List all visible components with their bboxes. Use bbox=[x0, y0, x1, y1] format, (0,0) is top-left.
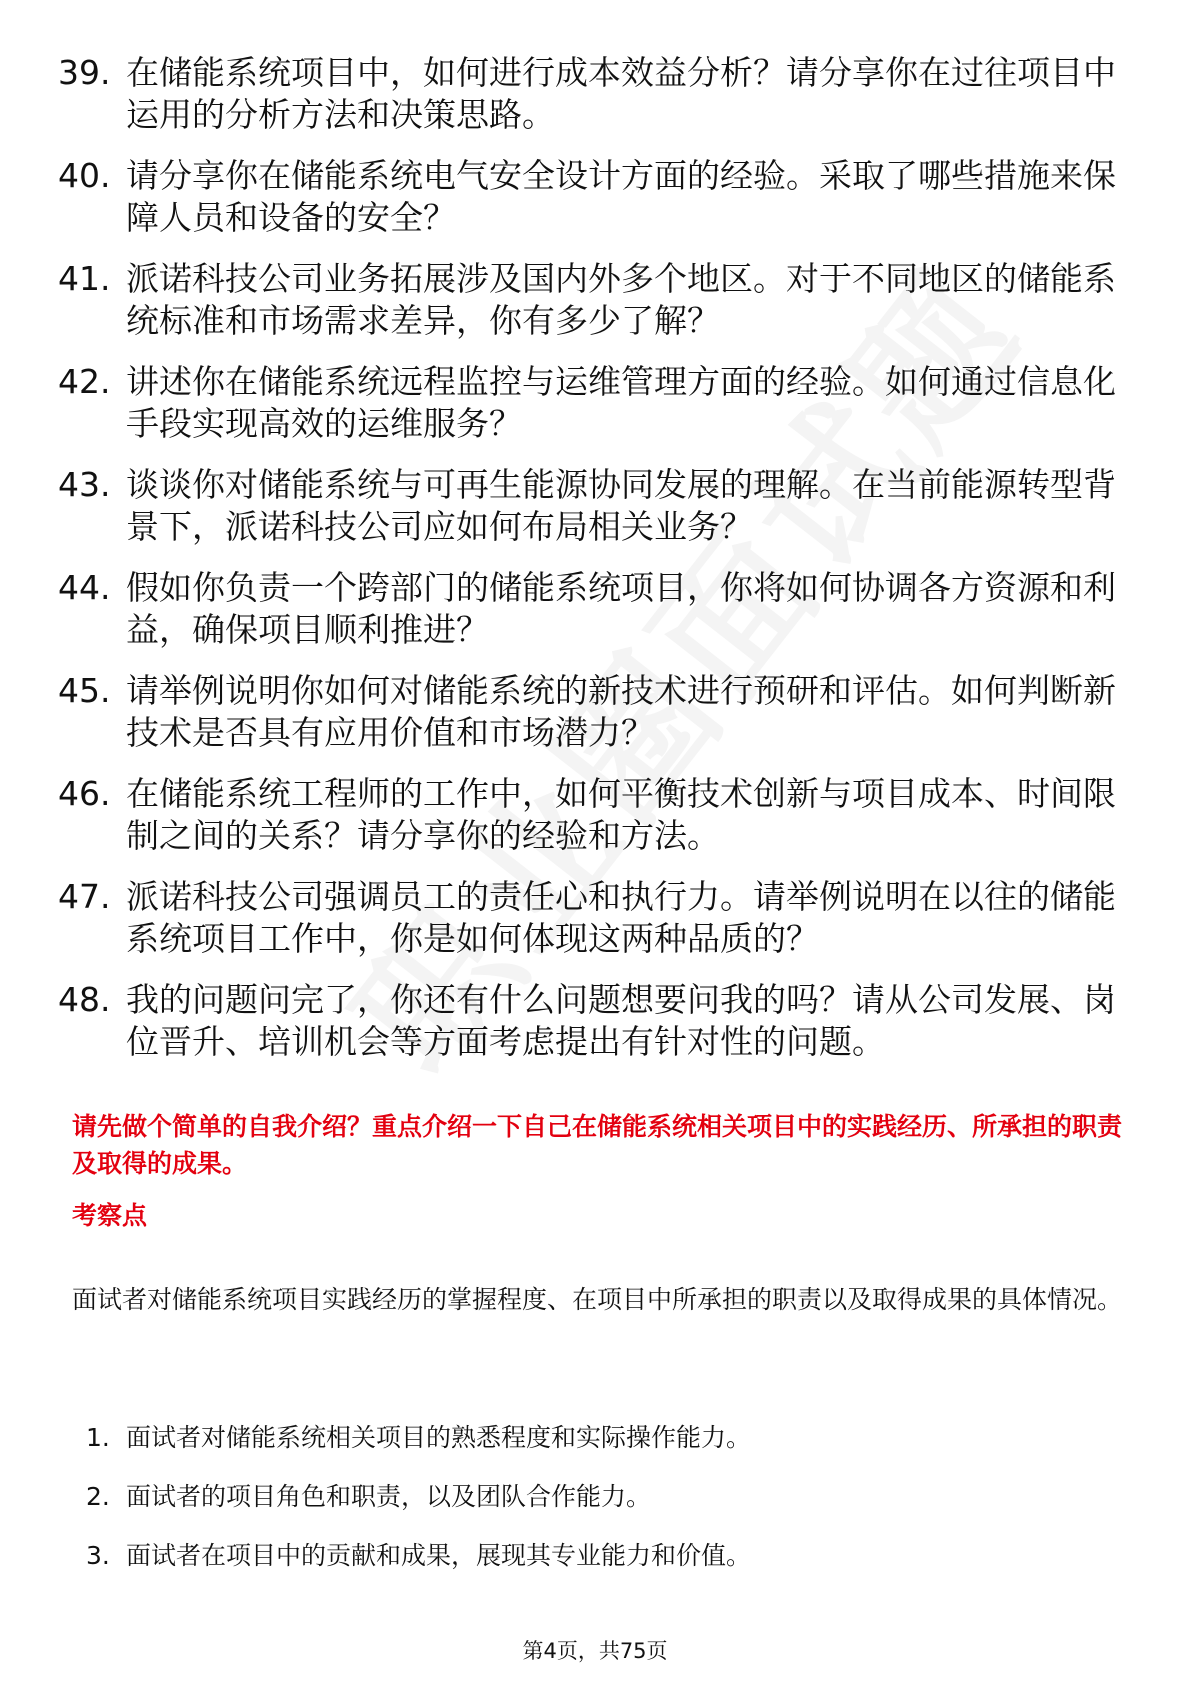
question-item bbox=[58, 361, 1118, 445]
point-text: 面试者在项目中的贡献和成果，展现其专业能力和价值。 bbox=[126, 1541, 752, 1570]
question-text: 在储能系统项目中，如何进行成本效益分析？请分享你在过往项目中运用的分析方法和决策思路。 bbox=[126, 53, 1116, 134]
question-number: 39. bbox=[58, 53, 111, 92]
question-number: 44. bbox=[58, 568, 111, 607]
question-text: 在储能系统工程师的工作中，如何平衡技术创新与项目成本、时间限制之间的关系？请分享你的经验和方法。 bbox=[126, 774, 1116, 855]
point-text: 面试者对储能系统相关项目的熟悉程度和实际操作能力。 bbox=[126, 1423, 752, 1452]
point-number: 3. bbox=[86, 1541, 110, 1570]
highlight-question: 请先做个简单的自我介绍？重点介绍一下自己在储能系统相关项目中的实践经历、所承担的职责及取得的成果。 bbox=[72, 1112, 1123, 1178]
question-item bbox=[58, 567, 1118, 651]
section-title: 考察点 bbox=[72, 1201, 148, 1230]
question-item bbox=[58, 773, 1118, 857]
point-number: 1. bbox=[86, 1423, 110, 1452]
point-item bbox=[86, 1479, 1116, 1515]
question-item bbox=[58, 876, 1118, 960]
question-list bbox=[58, 52, 1118, 1082]
question-item bbox=[58, 258, 1118, 342]
question-text: 假如你负责一个跨部门的储能系统项目，你将如何协调各方资源和利益，确保项目顺利推进？ bbox=[126, 568, 1116, 649]
question-number: 40. bbox=[58, 156, 111, 195]
question-item bbox=[58, 979, 1118, 1063]
question-text: 我的问题问完了，你还有什么问题想要问我的吗？请从公司发展、岗位晋升、培训机会等方面考虑提出有针对性的问题。 bbox=[126, 980, 1116, 1061]
question-number: 42. bbox=[58, 362, 111, 401]
question-number: 45. bbox=[58, 671, 111, 710]
question-text: 请举例说明你如何对储能系统的新技术进行预研和评估。如何判断新技术是否具有应用价值和市场潜力？ bbox=[126, 671, 1116, 752]
point-item bbox=[86, 1538, 1116, 1574]
page-footer: 第4页，共75页 bbox=[522, 1639, 668, 1663]
question-text: 派诺科技公司业务拓展涉及国内外多个地区。对于不同地区的储能系统标准和市场需求差异，你有多少了解？ bbox=[126, 259, 1116, 340]
section-paragraph: 面试者对储能系统项目实践经历的掌握程度、在项目中所承担的职责以及取得成果的具体情况。 bbox=[72, 1285, 1123, 1314]
question-text: 讲述你在储能系统远程监控与运维管理方面的经验。如何通过信息化手段实现高效的运维服务？ bbox=[126, 362, 1116, 443]
point-list bbox=[86, 1420, 1116, 1597]
question-item bbox=[58, 464, 1118, 548]
question-number: 41. bbox=[58, 259, 111, 298]
question-text: 谈谈你对储能系统与可再生能源协同发展的理解。在当前能源转型背景下，派诺科技公司应如何布局相关业务？ bbox=[126, 465, 1116, 546]
question-text: 派诺科技公司强调员工的责任心和执行力。请举例说明在以往的储能系统项目工作中，你是如何体现这两种品质的？ bbox=[126, 877, 1116, 958]
question-number: 43. bbox=[58, 465, 111, 504]
question-number: 47. bbox=[58, 877, 111, 916]
question-text: 请分享你在储能系统电气安全设计方面的经验。采取了哪些措施来保障人员和设备的安全？ bbox=[126, 156, 1116, 237]
question-item bbox=[58, 155, 1118, 239]
point-number: 2. bbox=[86, 1482, 110, 1511]
question-item bbox=[58, 52, 1118, 136]
point-text: 面试者的项目角色和职责，以及团队合作能力。 bbox=[126, 1482, 652, 1511]
question-number: 46. bbox=[58, 774, 111, 813]
question-number: 48. bbox=[58, 980, 111, 1019]
point-item bbox=[86, 1420, 1116, 1456]
question-item bbox=[58, 670, 1118, 754]
